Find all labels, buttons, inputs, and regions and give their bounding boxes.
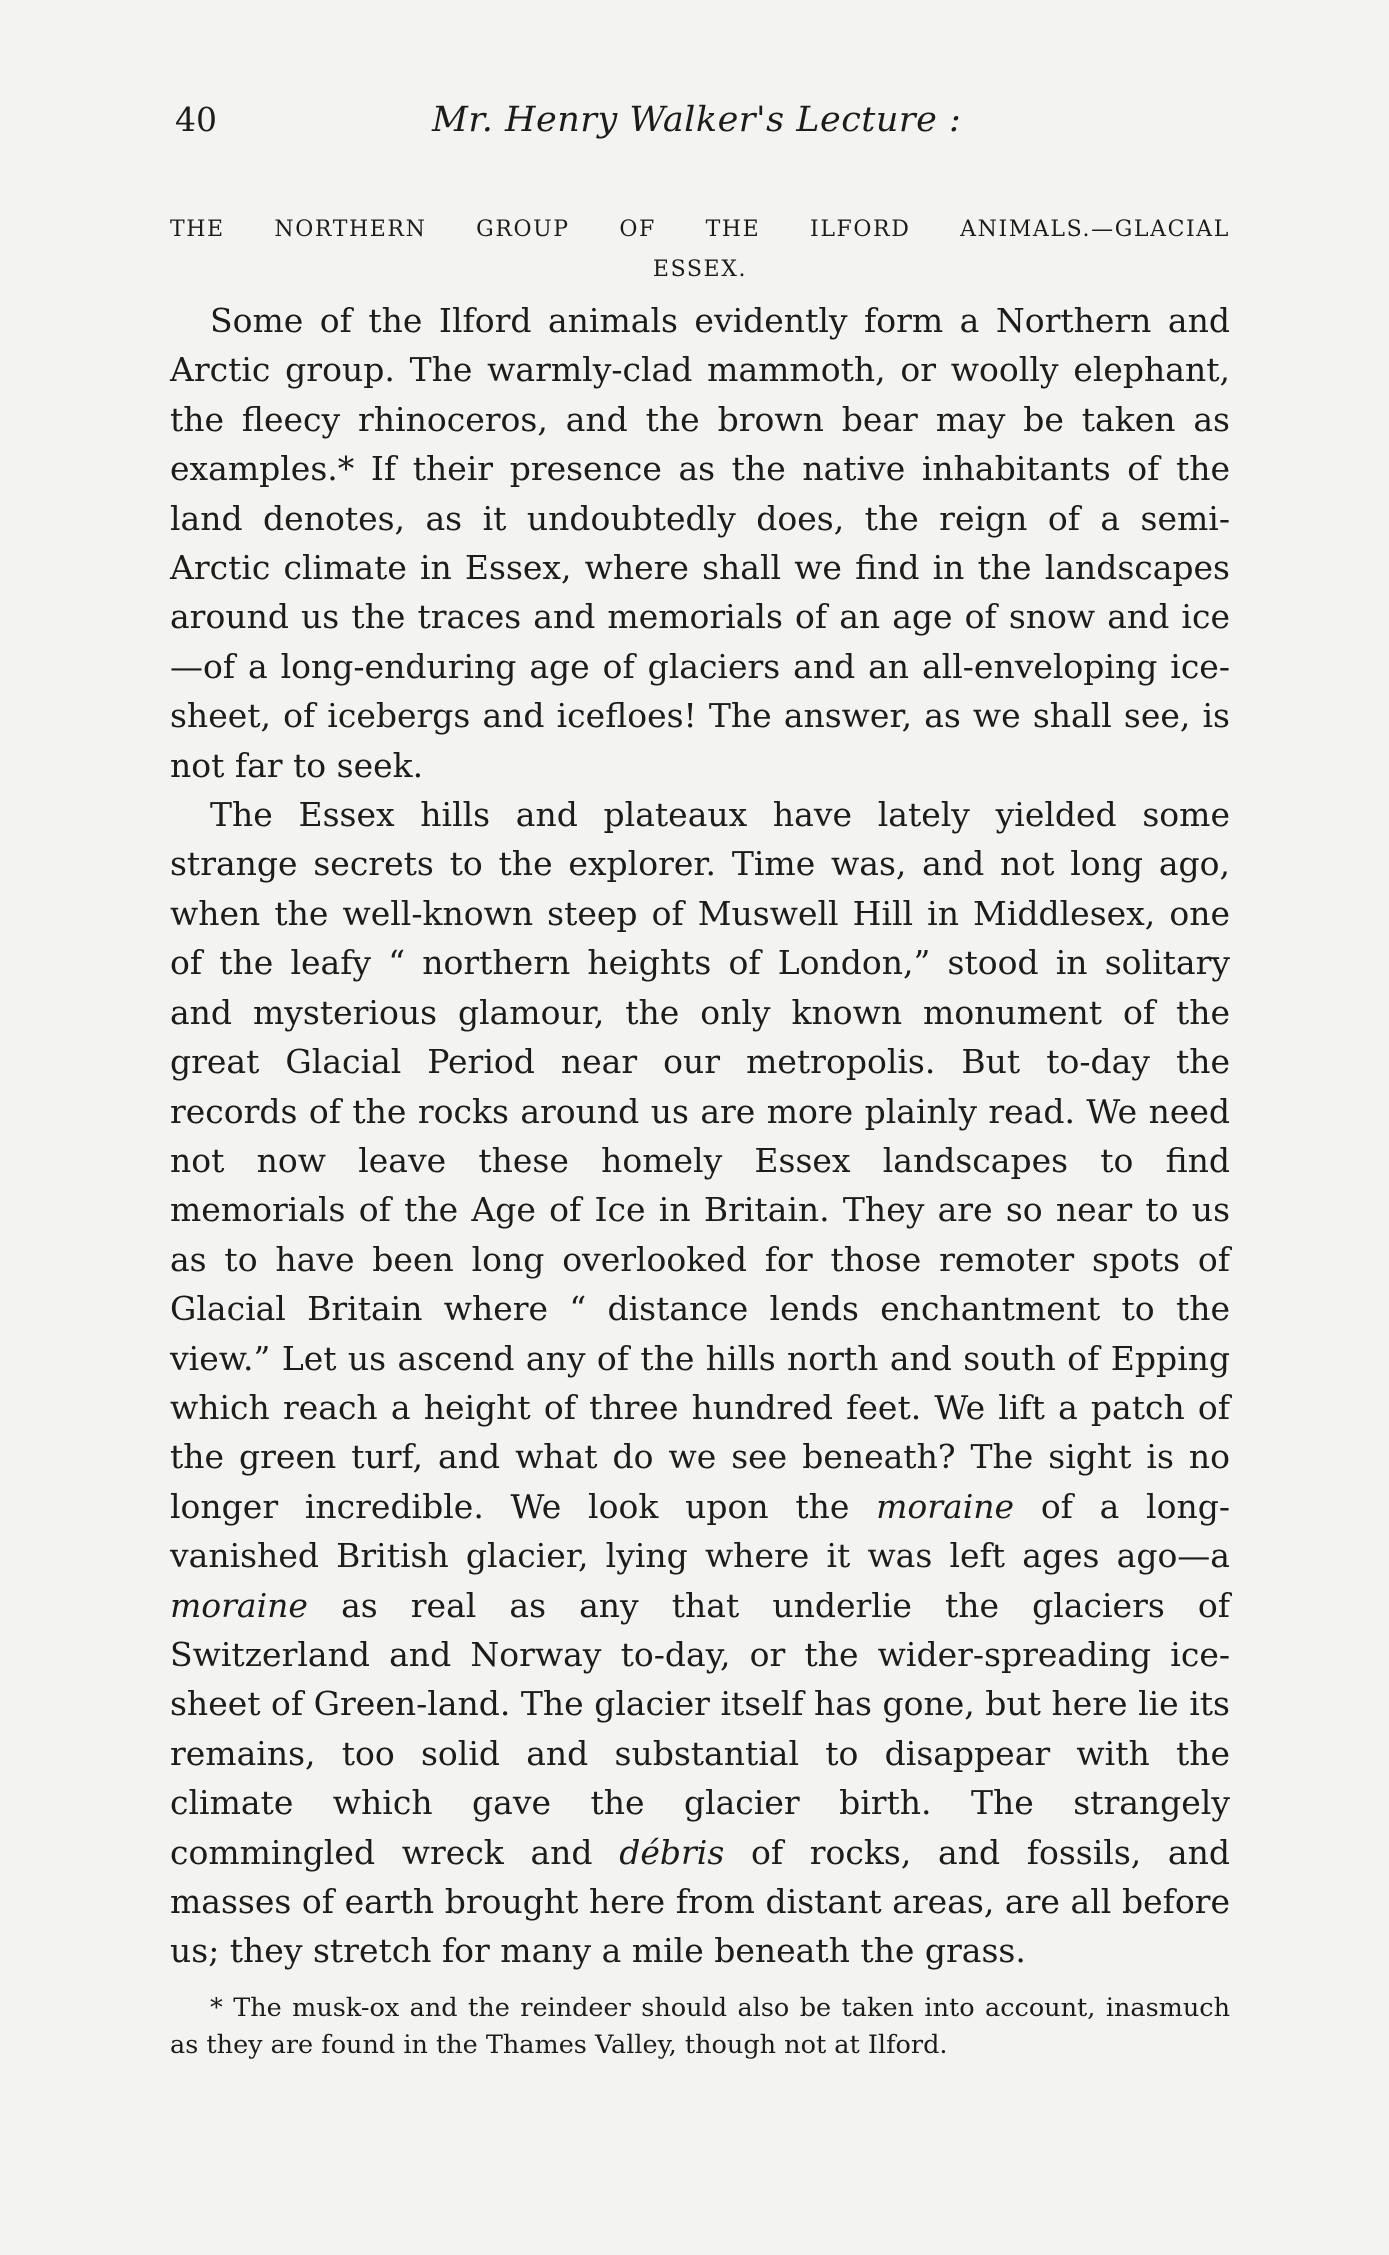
paragraph-2	[170, 790, 1230, 1976]
paragraph-2-text-b: of a long-vanished British glacier, lying where it was left ages ago—a	[170, 1486, 1230, 1576]
section-heading-continued: ESSEX.	[652, 257, 748, 282]
paragraph-2-text-d: of rocks, and fossils, and masses of earth brought here from distant areas, are all before us; they stretch for many a mile beneath the grass.	[170, 1832, 1230, 1971]
footnote: * The musk-ox and the reindeer should also be taken into account, inasmuch as they are found in the Thames Valley, though not at Ilford.	[170, 1992, 1230, 2060]
paragraph-1-text: Some of the Ilford animals evidently form a Northern and Arctic group. The warmly-clad mammoth, or woolly elephant, the fleecy rhinoceros, and the brown bear may be taken as examples.* If their presence as the native inhabitants of the land denotes, as it undoubtedly does, the reign of a semi-Arctic climate in Essex, where shall we find in the landscapes around us the traces and memorials of an age of snow and ice—of a long-enduring age of glaciers and an all-enveloping ice-sheet, of icebergs and icefloes! The answer, as we shall see, is not far to seek.	[170, 301, 1230, 785]
italic-term: débris	[619, 1832, 725, 1872]
paragraph-2-text-a: The Essex hills and plateaux have lately yielded some strange secrets to the explorer. Time was, and not long ago, when the well-known steep of Muswell Hill in Middlesex, one of the leafy “ northern heights of London,” stood in solitary and mysterious glamour, the only known monument of the great Glacial Period near our metropolis. But to-day the records of the rocks around us are more plainly read. We need not now leave these homely Essex landscapes to find memorials of the Age of Ice in Britain. They are so near to us as to have been long overlooked for those remoter spots of Glacial Britain where “ distance lends enchantment to the view.” Let us ascend any of the hills north and south of Epping which reach a height of three hundred feet. We lift a patch of the green turf, and what do we see beneath? The sight is no longer incredible. We look upon the	[170, 795, 1230, 1526]
paragraph-1	[170, 296, 1230, 790]
running-head	[170, 100, 1230, 160]
paragraph-2-text-c: as real as any that underlie the glaciers of Switzerland and Norway to-day, or the wider-spreading ice-sheet of Green-land. The glacier itself has gone, but here lie its remains, too solid and substantial to disappear with the climate which gave the glacier birth. The strangely commingled wreck and	[170, 1585, 1230, 1872]
section-heading: THE NORTHERN GROUP OF THE ILFORD ANIMALS.—GLACIAL	[170, 217, 1230, 242]
italic-term: moraine	[170, 1585, 308, 1625]
running-title: Mr. Henry Walker's Lecture :	[432, 100, 962, 140]
book-page	[170, 100, 1230, 2064]
page-number: 40	[175, 100, 217, 139]
italic-term: moraine	[876, 1486, 1015, 1526]
body-text	[170, 296, 1230, 1976]
